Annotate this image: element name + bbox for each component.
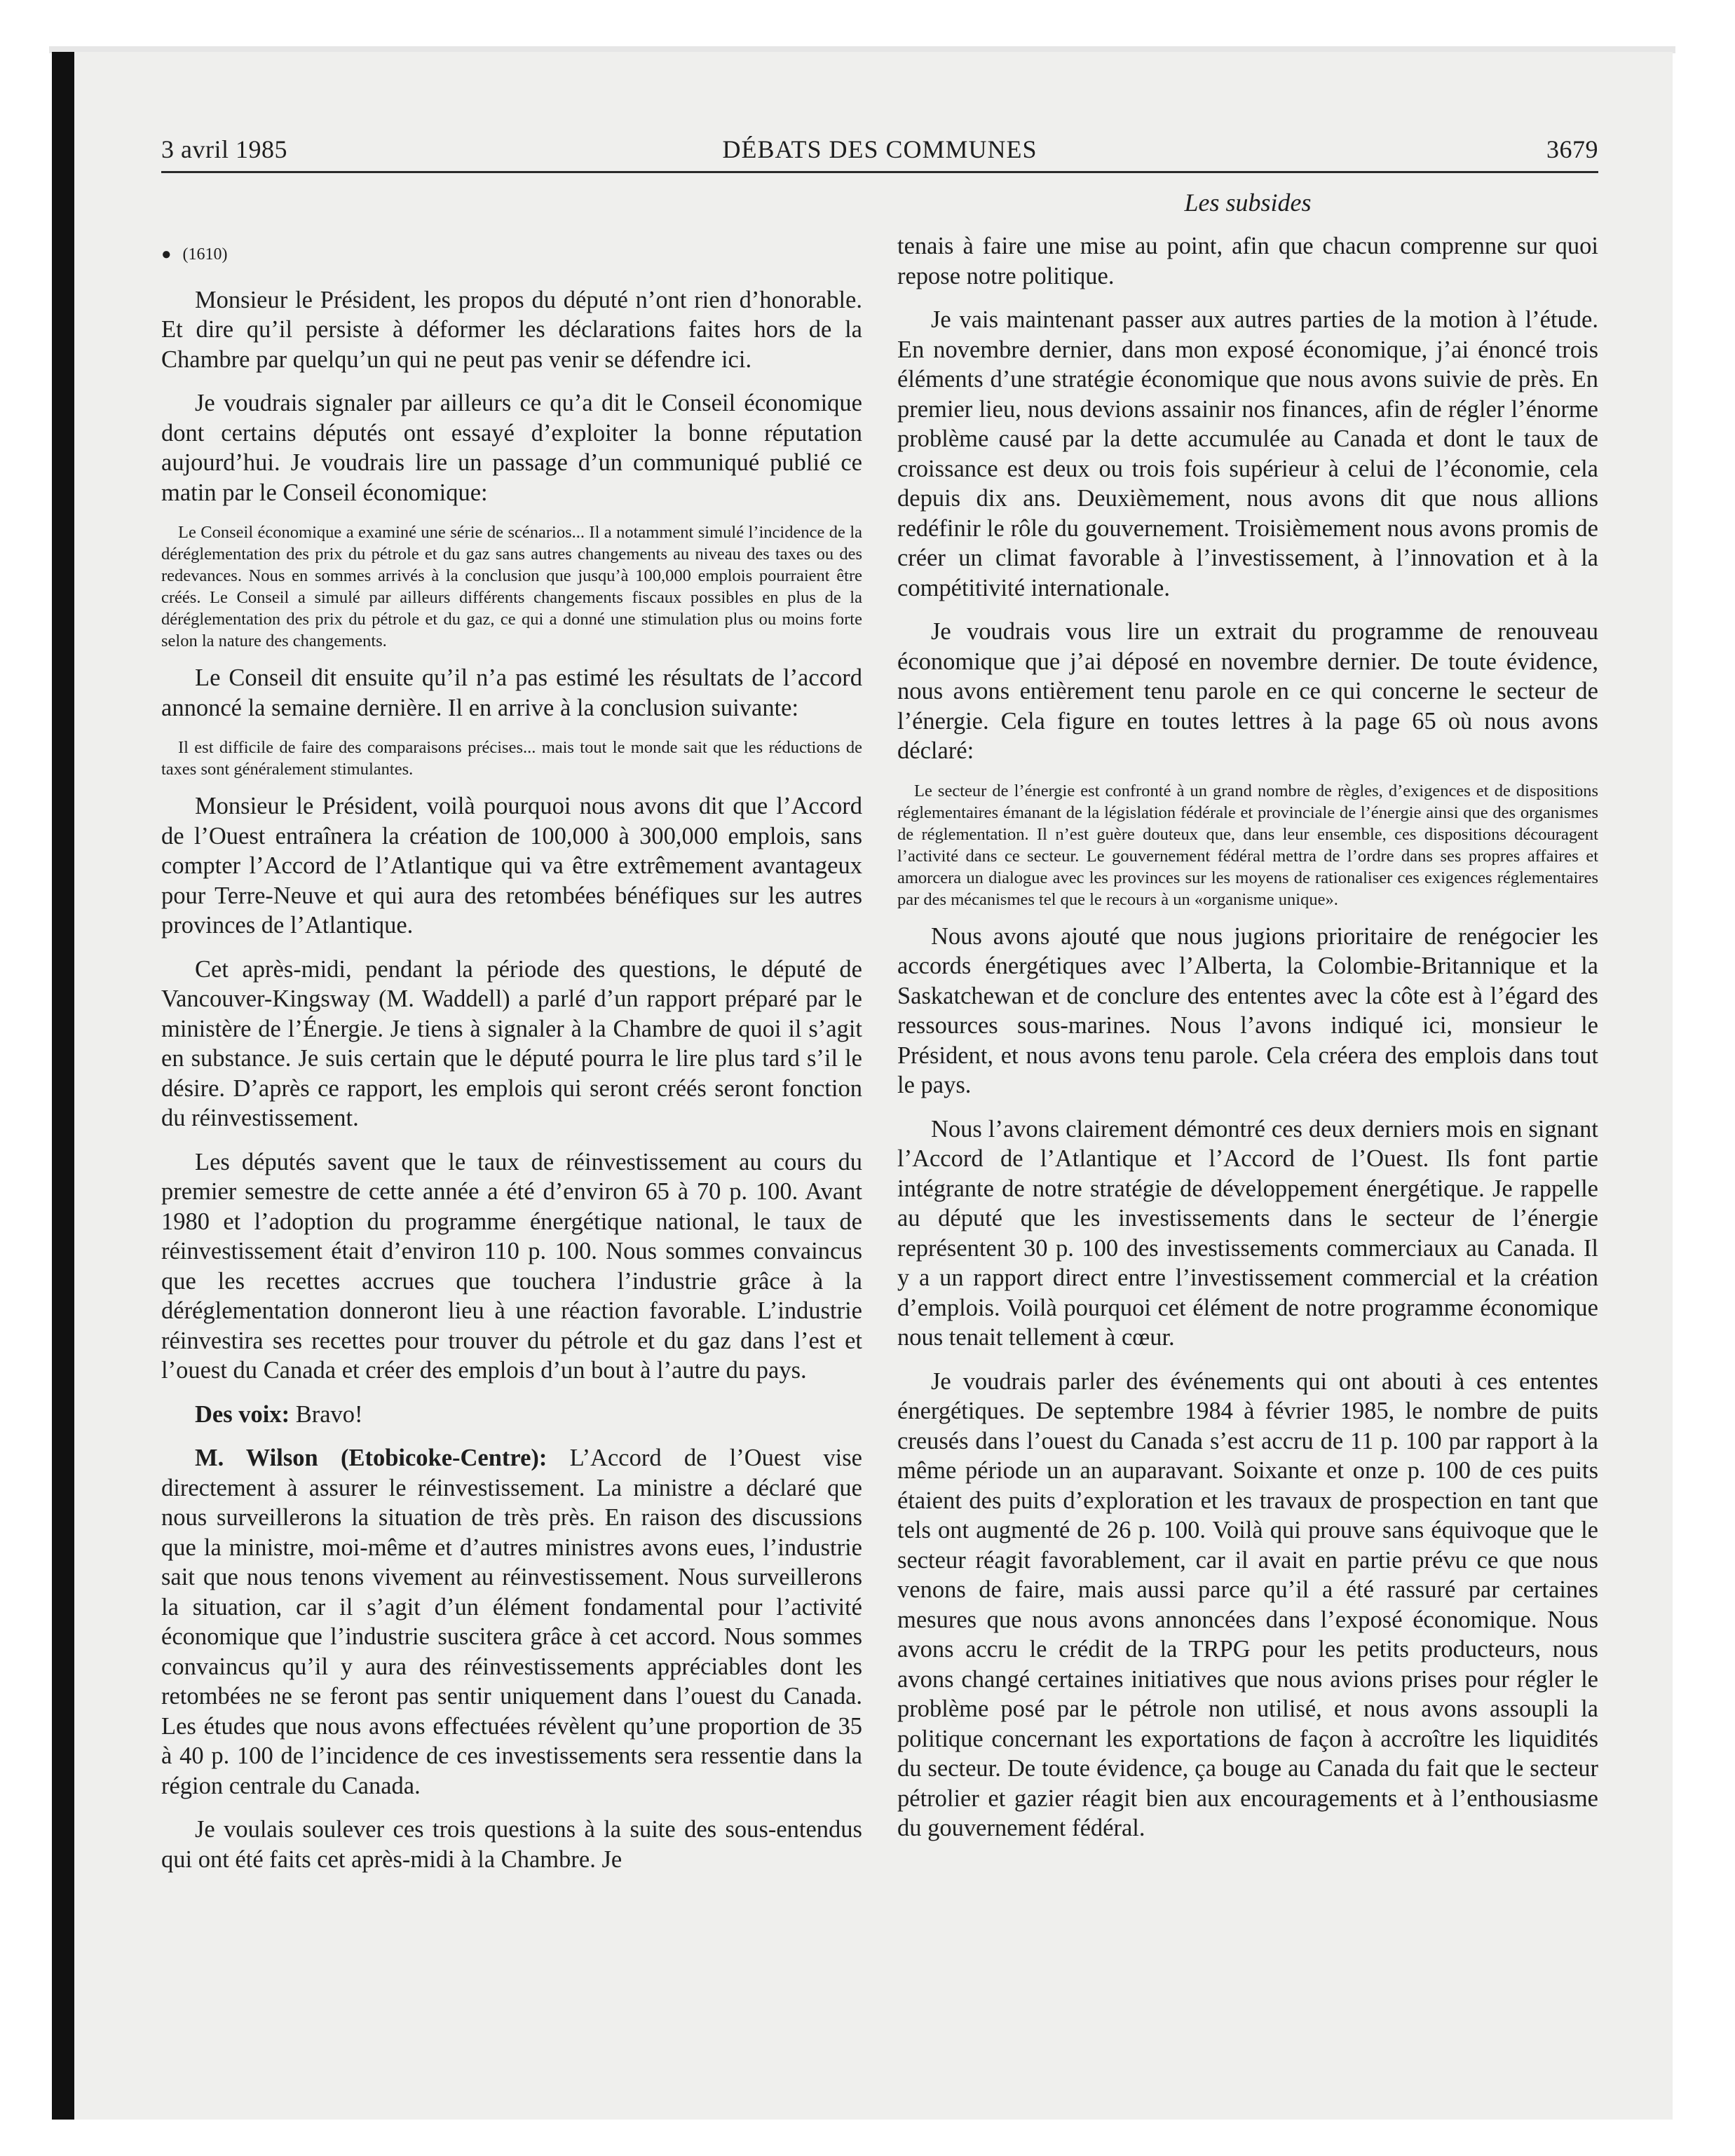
paragraph: Je vais maintenant passer aux autres parties de la motion à l’étude. En novembre dernier, dans mon exposé économique, j’ai énoncé trois éléments d’une stratégie économique que nous avons suivie de près. En premier lieu, nous devions assainir nos finances, afin de régler l’énorme problème causé par la dette accumulée au Canada et dont le taux de croissance est deux ou trois fois supérieur à celui de l’économie, cela depuis dix ans. Deuxièmement, nous avons dit que nous allions redéfinir le rôle du gouvernement. Troisièmement nous avons promis de créer un climat favorable à l’investissement, à l’innovation et à la compétitivité internationale. <box>897 306 1598 601</box>
bullet-icon: ● <box>161 245 172 264</box>
paragraph: Je voudrais vous lire un extrait du programme de renouveau économique que j’ai déposé en novembre dernier. De toute évidence, nous avons entièrement tenu parole en ce qui concerne le secteur de l’énergie. Cela figure en toutes lettres à la page 65 où nous avons déclaré: <box>897 618 1598 764</box>
timestamp-marker <box>161 240 862 270</box>
paragraph: Je voudrais parler des événements qui ont abouti à ces ententes énergétiques. De septembre 1984 à février 1985, le nombre de puits creusés dans l’ouest du Canada s’est accru de 11 p. 100 par rapport à la même période un an auparavant. Soixante et onze p. 100 de ces puits étaient des puits d’exploration et les travaux de prospection en tant que tels ont augmenté de 26 p. 100. Voilà qui prouve sans équivoque que le secteur réagit favorablement, car il avait en partie prévu ce que nous venons de faire, mais aussi parce qu’il a été rassuré par certaines mesures que nous avons annoncées dans l’exposé économique. Nous avons accru le crédit de la TRPG pour les petits producteurs, nous avons changé certaines initiatives que nous avions prises pour régler le problème posé par le pétrole non utilisé, et nous avons assoupli la politique concernant les exportations de façon à accroître les liquidités du secteur. De toute évidence, ça bouge au Canada du fait que le secteur pétrolier et gazier réagit bien aux encouragements et à l’enthousiasme du gouvernement fédéral. <box>897 1367 1598 1841</box>
paragraph: Le Conseil dit ensuite qu’il n’a pas estimé les résultats de l’accord annoncé la semaine dernière. Il en arrive à la conclusion suivante: <box>161 664 862 721</box>
interjection-paragraph <box>161 1400 862 1430</box>
speech-paragraph <box>161 1443 862 1801</box>
paragraph: Monsieur le Président, les propos du député n’ont rien d’honorable. Et dire qu’il persiste à déformer les déclarations faites hors de la Chambre par quelqu’un qui ne peut pas venir se défendre ici. <box>161 286 862 373</box>
paragraph-continued: tenais à faire une mise au point, afin que chacun comprenne sur quoi repose notre politique. <box>897 233 1598 289</box>
paragraph: Je voudrais signaler par ailleurs ce qu’a dit le Conseil économique dont certains députés ont essayé d’exploiter la bonne réputation aujourd’hui. Je voudrais lire un passage d’un communiqué publié ce matin par le Conseil économique: <box>161 390 862 506</box>
header-publication: DÉBATS DES COMMUNES <box>722 135 1037 163</box>
speech-text: L’Accord de l’Ouest vise directement à assurer le réinvestissement. La ministre a déclaré que nous surveillerons la situation de très près. En raison des discussions que la ministre, moi-même et d’autres ministres avons eues, l’industrie sait que nous tenons vivement au réinvestissement. Nous surveillerons la situation, car il s’agit d’un élément fondamental pour l’activité économique que l’industrie suscitera grâce à cet accord. Nous sommes convaincus qu’il y aura des réinvestissements appréciables dont les retombées ne se feront pas sentir uniquement dans l’ouest du Canada. Les études que nous avons effectuées révèlent qu’une proportion de 35 à 40 p. 100 de l’incidence de ces investissements sera ressentie dans la région centrale du Canada. <box>161 1445 862 1799</box>
paragraph: Cet après-midi, pendant la période des questions, le député de Vancouver-Kingsway (M. Waddell) a parlé d’un rapport préparé par le ministère de l’Énergie. Je tiens à signaler à la Chambre de quoi il s’agit en substance. Je suis certain que le député pourra le lire plus tard s’il le désire. D’après ce rapport, les emplois qui seront créés seront fonction du réinvestissement. <box>161 955 862 1131</box>
scan-edge-left <box>52 52 74 2120</box>
speaker-name: Des voix: <box>195 1400 290 1428</box>
quotation: Le secteur de l’énergie est confronté à un grand nombre de règles, d’exigences et de dispositions réglementaires émanant de la législation fédérale et provinciale de l’énergie ainsi que des organismes de réglementation. Il n’est guère douteux que, dans leur ensemble, ces dispositions découragent l’activité dans ce secteur. Le gouvernement fédéral mettra de l’ordre dans ses propres affaires et amorcera un dialogue avec les provinces sur les moyens de rationaliser ces exigences réglementaires par des mécanismes tel que le recours à un «organisme unique». <box>897 781 1598 909</box>
paragraph: Nous l’avons clairement démontré ces deux derniers mois en signant l’Accord de l’Atlantique et l’Accord de l’Ouest. Ils font partie intégrante de notre stratégie de développement énergétique. Je rappelle au député que les investissements dans le secteur de l’énergie représentent 30 p. 100 des investissements commerciaux au Canada. Il y a un rapport direct entre l’investissement commercial et la création d’emplois. Voilà pourquoi cet élément de notre programme économique nous tenait tellement à cœur. <box>897 1115 1598 1351</box>
timestamp: (1610) <box>182 245 228 264</box>
quotation: Il est difficile de faire des comparaisons précises... mais tout le monde sait que les réductions de taxes sont généralement stimulantes. <box>161 738 862 779</box>
running-header <box>161 135 1598 172</box>
paragraph: Monsieur le Président, voilà pourquoi nous avons dit que l’Accord de l’Ouest entraînera la création de 100,000 à 300,000 emplois, sans compter l’Accord de l’Atlantique qui va être extrêmement avantageux pour Terre-Neuve et qui aura des retombées bénéfiques sur les autres provinces de l’Atlantique. <box>161 793 862 939</box>
right-column <box>897 231 1598 1857</box>
paragraph: Je voulais soulever ces trois questions à la suite des sous-entendus qui ont été faits cet après-midi à la Chambre. Je <box>161 1816 862 1873</box>
header-date: 3 avril 1985 <box>161 135 287 163</box>
quotation: Le Conseil économique a examiné une série de scénarios... Il a notamment simulé l’incidence de la déréglementation des prix du pétrole et du gaz sans autres changements au niveau des taxes ou des redevances. Nous en sommes arrivés à la conclusion que jusqu’à 100,000 emplois pourraient être créés. Le Conseil a simulé par ailleurs différents changements fiscaux possibles en plus de la déréglementation des prix du pétrole et du gaz, ce qui a donné une stimulation plus ou moins forte selon la nature des changements. <box>161 523 862 650</box>
header-page-number: 3679 <box>1546 135 1598 163</box>
paragraph: Les députés savent que le taux de réinvestissement au cours du premier semestre de cette année a été d’environ 65 à 70 p. 100. Avant 1980 et l’adoption du programme énergétique national, le taux de réinvestissement était d’environ 110 p. 100. Nous sommes convaincus que les recettes accrues que touchera l’industrie grâce à la déréglementation donneront lieu à une réaction favorable. L’industrie réinvestira ses recettes pour trouver du pétrole et du gaz dans l’est et l’ouest du Canada et créer des emplois d’un bout à l’autre du pays. <box>161 1148 862 1384</box>
speaker-name: M. Wilson (Etobicoke-Centre): <box>195 1445 547 1471</box>
paragraph: Nous avons ajouté que nous jugions prioritaire de renégocier les accords énergétiques avec l’Alberta, la Colombie-Britannique et la Saskatchewan et de conclure des ententes avec la côte est à l’égard des ressources sous-marines. Nous l’avons indiqué ici, monsieur le Président, et nous avons tenu parole. Cela créera des emplois dans tout le pays. <box>897 922 1598 1098</box>
section-title: Les subsides <box>1184 189 1312 217</box>
speech-text: Bravo! <box>290 1400 363 1428</box>
header-rule <box>161 171 1598 173</box>
left-column <box>161 231 862 1888</box>
